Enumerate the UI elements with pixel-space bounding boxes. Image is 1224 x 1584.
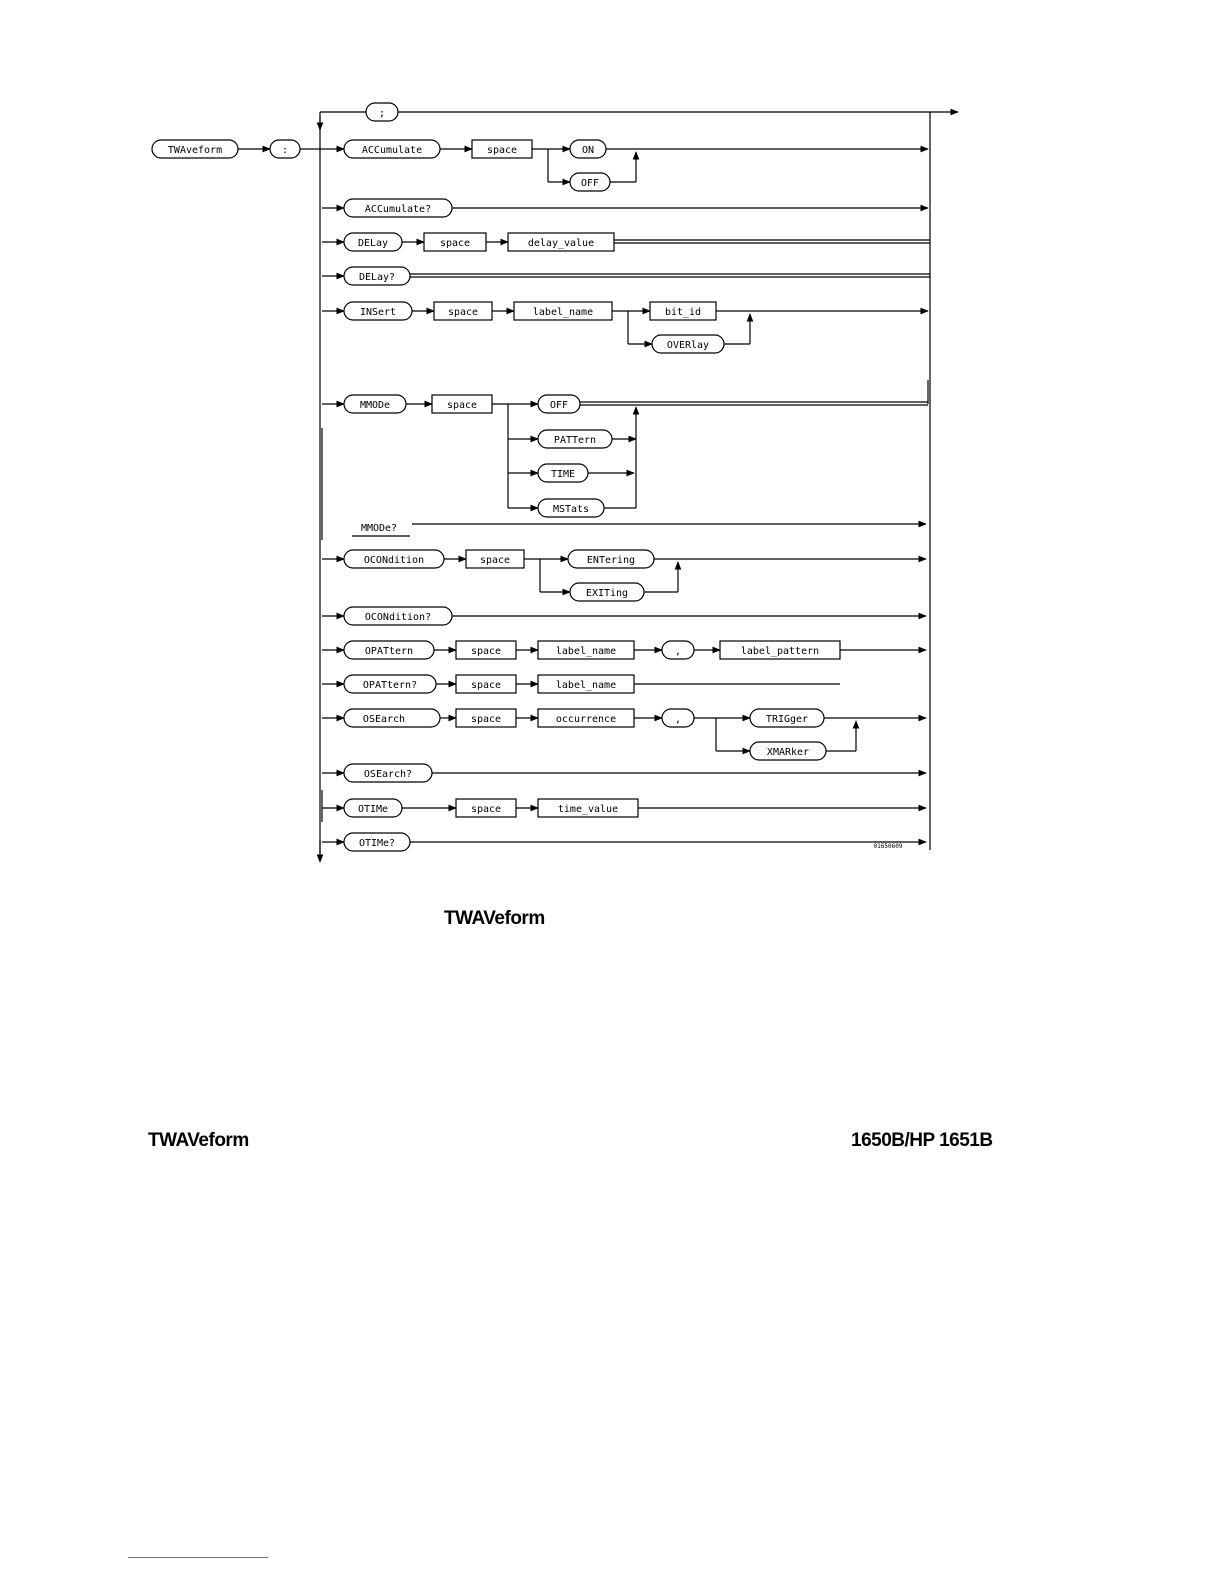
root-label: TWAveform [167,145,223,156]
bit-id-label: bit_id [664,307,702,318]
accumulate-query-label: ACCumulate? [364,204,432,215]
label-name-label: label_name [555,680,617,691]
off-label: OFF [580,178,600,189]
mmode-label: MMODe [359,400,391,411]
on-label: ON [581,145,595,156]
ocondition-query-label: OCONdition? [364,612,432,623]
space-label: space [439,238,471,249]
exiting-label: EXITing [585,588,629,599]
footer-section-title: TWAVeform [148,1130,249,1151]
osearch-query-label: OSEarch? [363,769,413,780]
delay-query-label: DELay? [358,272,396,283]
otime-label: OTIMe [357,804,389,815]
osearch-label: OSEarch [362,714,406,725]
delay-label: DELay [357,238,389,249]
space-label: space [446,400,478,411]
space-label: space [470,680,502,691]
comma-label: , [674,646,682,657]
ocondition-label: OCONdition [363,555,425,566]
accumulate-label: ACCumulate [361,145,423,156]
delay-value-label: delay_value [527,238,595,249]
space-label: space [470,804,502,815]
insert-label: INSert [359,307,397,318]
space-label: space [470,646,502,657]
time-label: TIME [550,469,576,480]
pattern-label: PATTern [553,435,597,446]
footer-rule [128,1557,268,1558]
overlay-label: OVERlay [666,340,710,351]
mmode-query-label: MMODe? [360,523,398,534]
separator-label: ; [378,108,386,119]
mstats-label: MSTats [552,504,590,515]
figure-id: 01650609 [873,843,903,850]
space-label: space [447,307,479,318]
footer-model-number: 1650B/HP 1651B [851,1130,993,1151]
space-label: space [479,555,511,566]
trigger-label: TRIGger [765,714,809,725]
otime-query-label: OTIMe? [358,838,396,849]
off-label: OFF [549,400,569,411]
entering-label: ENTering [586,555,636,566]
figure-caption: TWAVeform [444,908,545,929]
label-name-label: label_name [555,646,617,657]
occurrence-label: occurrence [555,714,617,725]
time-value-label: time_value [557,804,619,815]
label-pattern-label: label_pattern [740,646,820,657]
opattern-query-label: OPATtern? [362,680,418,691]
label-name-label: label_name [532,307,594,318]
opattern-label: OPATtern [364,646,414,657]
colon-label: : [281,145,289,156]
comma-label: , [674,714,682,725]
space-label: space [470,714,502,725]
space-label: space [486,145,518,156]
xmarker-label: XMARker [766,747,810,758]
